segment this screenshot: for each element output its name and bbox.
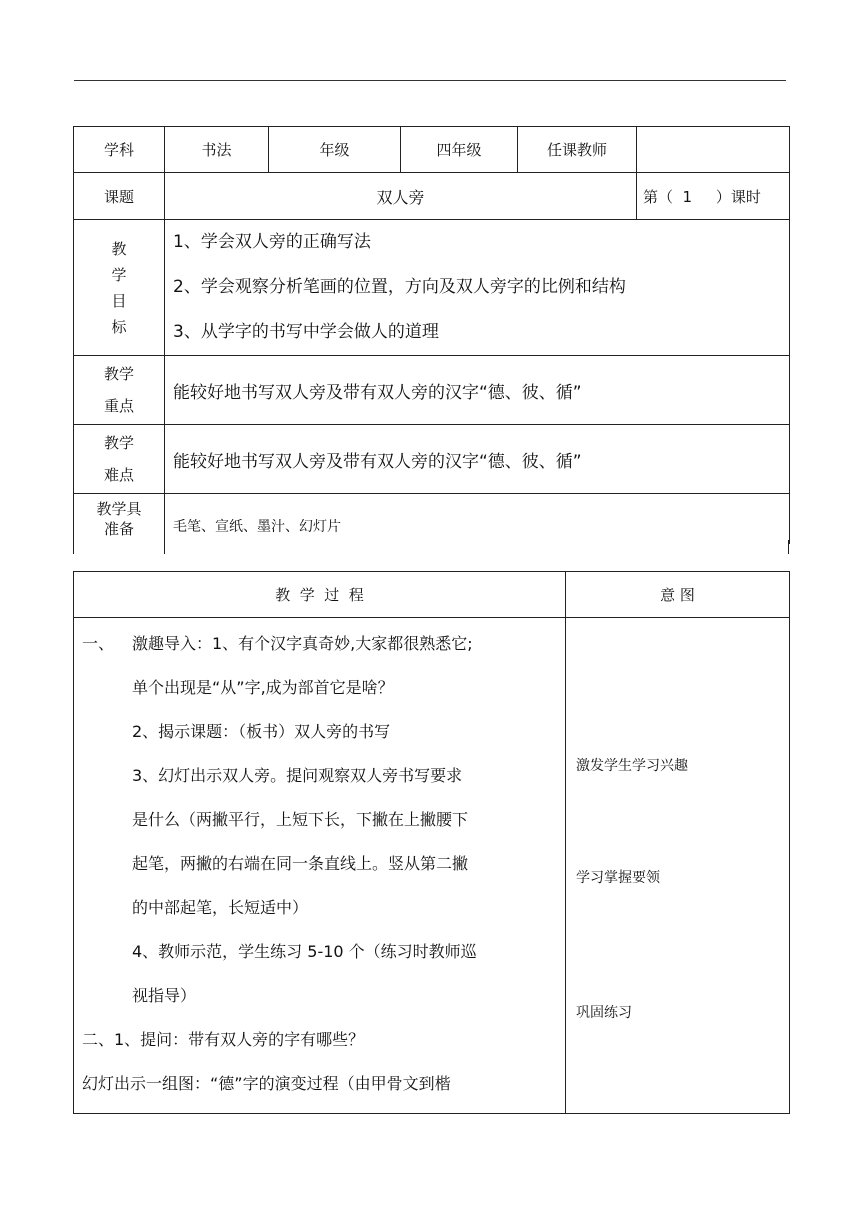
goals-label-char: 标 <box>111 317 127 336</box>
period-value: 第（ 1 ）课时 <box>637 173 790 220</box>
goals-label <box>74 220 165 356</box>
step-one-text: 激趣导入：1、有个汉字真奇妙,大家都很熟悉它; <box>132 634 473 653</box>
process-line: 4、教师示范，学生练习 5-10 个（练习时教师巡 <box>132 942 477 961</box>
tools-row <box>74 494 790 544</box>
difficulty-row <box>74 425 790 494</box>
teacher-value <box>637 127 790 173</box>
tools-label-line: 教学具 <box>96 499 142 518</box>
tools-label <box>74 494 165 544</box>
goals-label-char: 学 <box>111 265 127 284</box>
process-line: 幻灯出示一组图：“德”字的演变过程（由甲骨文到楷 <box>82 1074 451 1093</box>
goals-list <box>165 220 790 356</box>
header-rule <box>74 80 786 81</box>
process-line: 起笔，两撇的右端在同一条直线上。竖从第二撇 <box>132 854 469 873</box>
intent-content <box>566 618 790 1114</box>
process-line: 视指导） <box>132 986 197 1005</box>
grade-value: 四年级 <box>401 127 518 173</box>
tools-label-line: 准备 <box>103 519 134 538</box>
key-label-line: 重点 <box>103 397 134 415</box>
goal-item: 2、学会观察分析笔画的位置，方向及双人旁字的比例和结构 <box>173 277 626 297</box>
process-content <box>74 618 566 1114</box>
info-row <box>74 127 790 173</box>
goals-row <box>74 220 790 356</box>
process-table <box>73 571 790 1114</box>
process-line: 二、1、提问：带有双人旁的字有哪些？ <box>82 1030 365 1049</box>
topic-label: 课题 <box>74 173 165 220</box>
subject-value: 书法 <box>165 127 269 173</box>
process-body-row <box>74 618 790 1114</box>
key-point-label <box>74 356 165 425</box>
intent-item: 学习掌握要领 <box>576 870 660 886</box>
process-header-row <box>74 572 790 618</box>
tools-text: 毛笔、宣纸、墨汁、幻灯片 <box>165 494 790 544</box>
step-one-number: 一、 <box>82 634 115 653</box>
process-line: 3、幻灯出示双人旁。提问观察双人旁书写要求 <box>132 766 463 785</box>
goal-item: 3、从学字的书写中学会做人的道理 <box>173 322 439 342</box>
subject-label: 学科 <box>74 127 165 173</box>
process-line: 是什么（两撇平行，上短下长，下撇在上撇腰下 <box>132 810 469 829</box>
table-edge-mark <box>788 540 789 554</box>
process-line: 的中部起笔，长短适中） <box>132 898 309 917</box>
goal-item: 1、学会双人旁的正确写法 <box>173 232 371 252</box>
process-header: 教 学 过 程 <box>74 572 566 618</box>
key-point-text: 能较好地书写双人旁及带有双人旁的汉字“德、彼、循” <box>165 356 790 425</box>
grade-label: 年级 <box>269 127 401 173</box>
goals-label-char: 目 <box>111 291 127 310</box>
table-edge-mark <box>164 540 165 554</box>
lesson-info-table <box>73 126 790 544</box>
intent-header: 意 图 <box>566 572 790 618</box>
topic-value: 双人旁 <box>165 173 637 220</box>
key-label-line: 教学 <box>103 365 134 383</box>
step-one <box>82 622 559 666</box>
intent-item: 激发学生学习兴趣 <box>576 758 688 774</box>
difficulty-text: 能较好地书写双人旁及带有双人旁的汉字“德、彼、循” <box>165 425 790 494</box>
difficulty-label-line: 难点 <box>103 466 134 484</box>
process-line: 单个出现是“从”字,成为部首它是啥？ <box>132 678 394 697</box>
difficulty-label-line: 教学 <box>103 434 134 452</box>
process-line: 2、揭示课题：（板书）双人旁的书写 <box>132 722 391 741</box>
topic-row <box>74 173 790 220</box>
intent-item: 巩固练习 <box>576 1005 632 1021</box>
key-point-row <box>74 356 790 425</box>
difficulty-label <box>74 425 165 494</box>
table-edge-mark <box>73 540 74 554</box>
teacher-label: 任课教师 <box>518 127 637 173</box>
goals-label-char: 教 <box>111 239 127 258</box>
